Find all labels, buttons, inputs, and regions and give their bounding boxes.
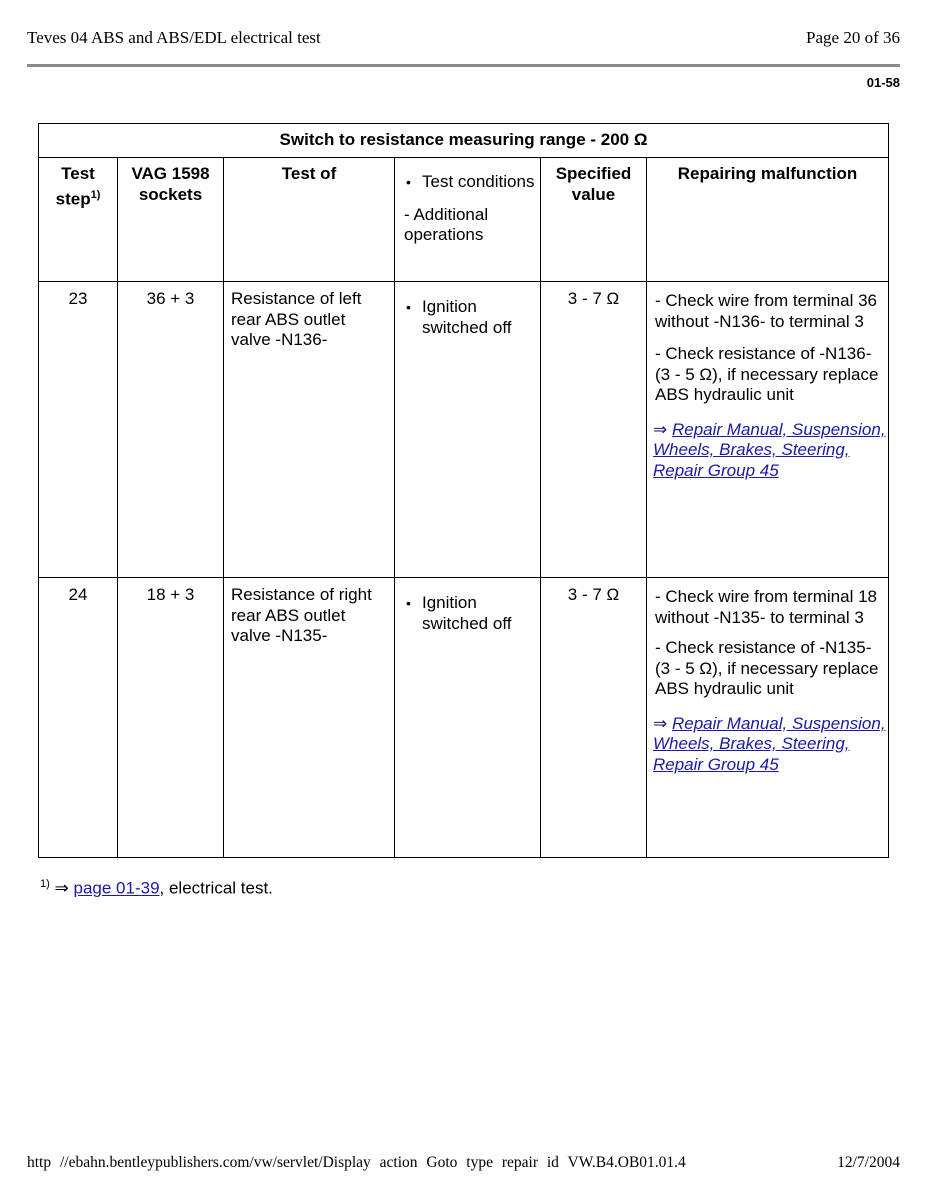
step-cell: 23: [39, 282, 118, 578]
header-sockets: VAG 1598 sockets: [118, 158, 224, 282]
page-link[interactable]: page 01-39: [73, 878, 160, 898]
link-arrow-icon: ⇒: [653, 419, 668, 439]
repair-manual-link[interactable]: Repair Manual, Suspension, Wheels, Brakes, Steering, Repair Group 45: [653, 713, 886, 774]
link-arrow-icon: ⇒: [653, 713, 668, 733]
step-cell: 24: [39, 578, 118, 858]
bullet-icon: •: [406, 299, 411, 315]
header-specified-value: Specified value: [541, 158, 647, 282]
condition-cell: • Ignition switched off: [395, 282, 541, 578]
bullet-icon: •: [406, 595, 411, 611]
table-caption: Switch to resistance measuring range - 200 Ω: [39, 124, 889, 158]
repair-cell: [647, 578, 889, 858]
value-cell: 3 - 7 Ω: [541, 578, 647, 858]
repair-step: - Check resistance of -N136- (3 - 5 Ω), if necessary replace ABS hydraulic unit: [655, 344, 879, 404]
table-row: [39, 282, 889, 578]
link-arrow-icon: ⇒: [54, 878, 69, 898]
sockets-cell: 18 + 3: [118, 578, 224, 858]
page-number: Page 20 of 36: [806, 28, 900, 47]
footnote-text: , electrical test.: [159, 878, 273, 898]
value-cell: 3 - 7 Ω: [541, 282, 647, 578]
footer-date: 12/7/2004: [837, 1154, 900, 1171]
footnote-marker: 1): [40, 878, 50, 890]
footer-url: http //ebahn.bentleypublishers.com/vw/servlet/Display action Goto type repair id VW.B4.OB01.01.4: [27, 1154, 686, 1171]
page-code: 01-58: [866, 75, 900, 90]
repair-cell: [647, 282, 889, 578]
header-divider: [27, 64, 900, 67]
document-title: Teves 04 ABS and ABS/EDL electrical test: [27, 28, 321, 47]
header-additional-operations: - Additional operations: [404, 204, 489, 244]
header-repairing: Repairing malfunction: [647, 158, 889, 282]
repair-step: - Check wire from terminal 36 without -N136- to terminal 3: [655, 291, 878, 331]
table-row: [39, 578, 889, 858]
test-of-cell: Resistance of right rear ABS outlet valve -N135-: [224, 578, 395, 858]
repair-step: - Check resistance of -N135- (3 - 5 Ω), if necessary replace ABS hydraulic unit: [655, 638, 879, 698]
header-test-of: Test of: [224, 158, 395, 282]
header-test-step: Test step$^{1)}$: [39, 158, 118, 282]
header-conditions: • Test conditions - Additional operations: [395, 158, 541, 282]
test-of-cell: Resistance of left rear ABS outlet valve -N136-: [224, 282, 395, 578]
test-table: [38, 123, 889, 858]
sockets-cell: 36 + 3: [118, 282, 224, 578]
condition-cell: • Ignition switched off: [395, 578, 541, 858]
repair-step: - Check wire from terminal 18 without -N135- to terminal 3: [655, 587, 878, 627]
bullet-icon: •: [406, 174, 411, 190]
repair-manual-link[interactable]: Repair Manual, Suspension, Wheels, Brakes, Steering, Repair Group 45: [653, 419, 886, 480]
footnote: [40, 878, 273, 899]
